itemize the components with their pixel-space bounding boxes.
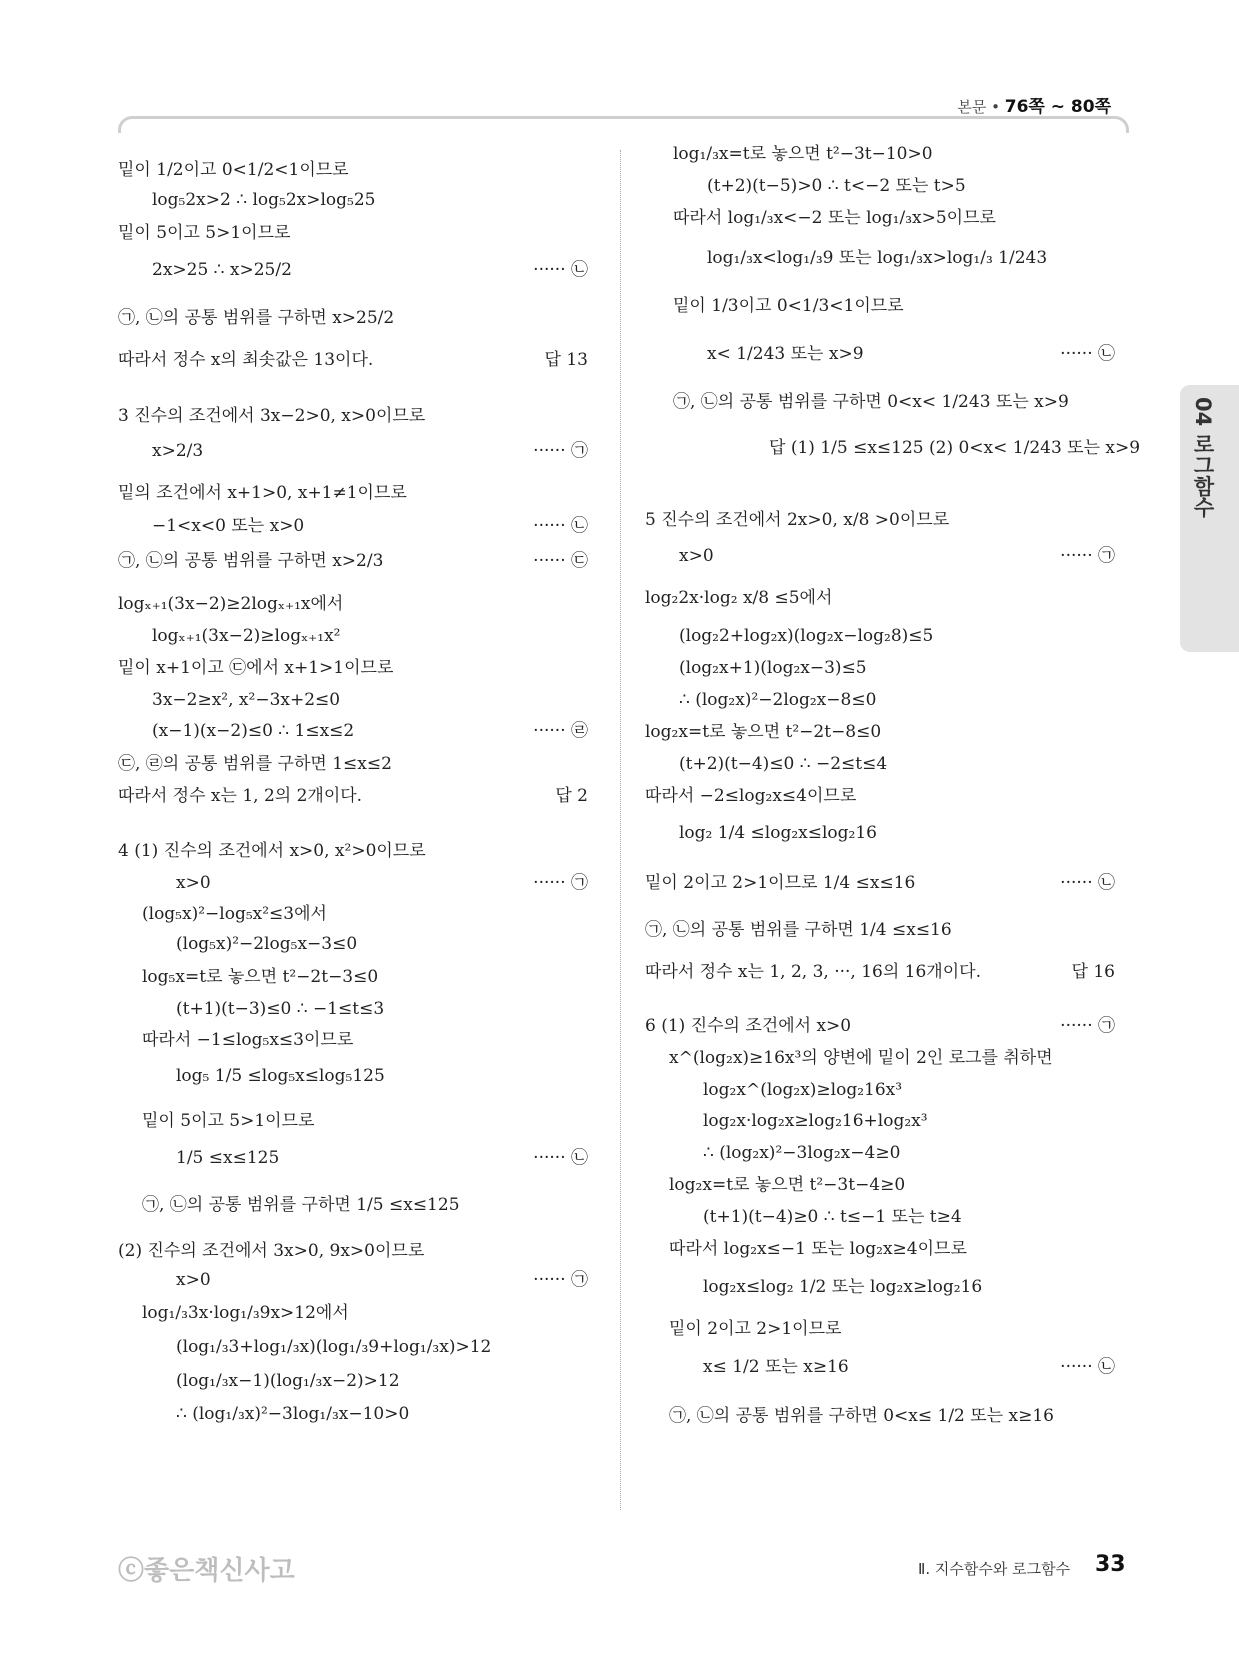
left-line: ㉠, ㉡의 공통 범위를 구하면 1/5 ≤x≤125 — [142, 1195, 460, 1215]
left-line: log₅x=t로 놓으면 t²−2t−3≤0 — [142, 967, 379, 987]
left-line: 3 진수의 조건에서 3x−2>0, x>0이므로 — [118, 406, 426, 426]
publisher-logo: ⓒ좋은책신사고 — [118, 1556, 295, 1586]
left-line: 밑이 5이고 5>1이므로 — [118, 223, 291, 243]
right-line-marker: 답 16 — [1071, 962, 1115, 982]
left-line-marker: 답 2 — [555, 786, 588, 806]
right-line-marker: ······ ㉡ — [1060, 873, 1115, 893]
right-line: log₁/₃x<log₁/₃9 또는 log₁/₃x>log₁/₃ 1/243 — [707, 248, 1048, 268]
left-line-marker: ······ ㉡ — [533, 1148, 588, 1168]
right-line: log₂ 1/4 ≤log₂x≤log₂16 — [679, 823, 877, 843]
left-line: 따라서 정수 x의 최솟값은 13이다. — [118, 350, 374, 370]
right-line: x>0 — [679, 546, 714, 566]
left-line-marker: ······ ㉡ — [533, 260, 588, 280]
right-line-marker: ······ ㉠ — [1060, 546, 1115, 566]
right-line: ∴ (log₂x)²−3log₂x−4≥0 — [703, 1143, 901, 1163]
left-line: ∴ (log₁/₃x)²−3log₁/₃x−10>0 — [176, 1404, 410, 1424]
right-line: log₂2x·log₂ x/8 ≤5에서 — [645, 588, 833, 608]
left-line: 밑의 조건에서 x+1>0, x+1≠1이므로 — [118, 483, 407, 503]
right-line: ㉠, ㉡의 공통 범위를 구하면 0<x≤ 1/2 또는 x≥16 — [669, 1406, 1054, 1426]
left-line: (log₁/₃3+log₁/₃x)(log₁/₃9+log₁/₃x)>12 — [176, 1337, 492, 1357]
left-line: (log₅x)²−2log₅x−3≤0 — [176, 934, 358, 954]
right-line: (t+2)(t−5)>0 ∴ t<−2 또는 t>5 — [707, 176, 966, 196]
left-line: (2) 진수의 조건에서 3x>0, 9x>0이므로 — [118, 1241, 425, 1261]
right-line: ㉠, ㉡의 공통 범위를 구하면 1/4 ≤x≤16 — [645, 920, 952, 940]
left-line: 3x−2≥x², x²−3x+2≤0 — [152, 690, 341, 710]
left-line: 밑이 5이고 5>1이므로 — [142, 1111, 315, 1131]
right-line: ㉠, ㉡의 공통 범위를 구하면 0<x< 1/243 또는 x>9 — [673, 392, 1069, 412]
left-line: logₓ₊₁(3x−2)≥logₓ₊₁x² — [152, 626, 341, 646]
right-line-marker: ······ ㉠ — [1060, 1016, 1115, 1036]
left-line: (log₅x)²−log₅x²≤3에서 — [142, 904, 327, 924]
right-line: 답 (1) 1/5 ≤x≤125 (2) 0<x< 1/243 또는 x>9 — [769, 438, 1141, 458]
left-line-marker: ······ ㉡ — [533, 516, 588, 536]
right-line: 따라서 log₂x≤−1 또는 log₂x≥4이므로 — [669, 1239, 967, 1259]
left-line: 밑이 1/2이고 0<1/2<1이므로 — [118, 160, 349, 180]
right-line: log₂x^(log₂x)≥log₂16x³ — [703, 1080, 903, 1100]
right-line: 6 (1) 진수의 조건에서 x>0 — [645, 1016, 852, 1036]
left-line: 4 (1) 진수의 조건에서 x>0, x²>0이므로 — [118, 841, 426, 861]
header-pages: 76쪽 ~ 80쪽 — [1004, 97, 1111, 117]
bullet-icon: • — [991, 98, 1000, 116]
right-line: log₂x≤log₂ 1/2 또는 log₂x≥log₂16 — [703, 1277, 983, 1297]
header-rule — [118, 116, 1129, 133]
right-line-marker: ······ ㉡ — [1060, 344, 1115, 364]
right-column — [645, 144, 1141, 1510]
right-line: log₂x=t로 놓으면 t²−3t−4≥0 — [669, 1175, 906, 1195]
right-line: 밑이 2이고 2>1이므로 — [669, 1319, 842, 1339]
left-line-marker: ······ ㉢ — [533, 551, 588, 571]
left-line-marker: ······ ㉠ — [533, 873, 588, 893]
left-line: log₁/₃3x·log₁/₃9x>12에서 — [142, 1303, 349, 1323]
header-section: 본문 — [957, 98, 987, 116]
right-line: (t+2)(t−4)≤0 ∴ −2≤t≤4 — [679, 754, 888, 774]
left-line: −1<x<0 또는 x>0 — [152, 516, 305, 536]
left-line: 1/5 ≤x≤125 — [176, 1148, 280, 1168]
left-line: ㉠, ㉡의 공통 범위를 구하면 x>25/2 — [118, 308, 395, 328]
page-header — [957, 92, 1111, 117]
right-line: log₁/₃x=t로 놓으면 t²−3t−10>0 — [673, 144, 933, 164]
left-line-marker: ······ ㉣ — [533, 721, 588, 741]
right-line: 5 진수의 조건에서 2x>0, x/8 >0이므로 — [645, 510, 950, 530]
left-line: 따라서 정수 x는 1, 2의 2개이다. — [118, 786, 363, 806]
left-line: x>0 — [176, 1270, 211, 1290]
footer-chapter: Ⅱ. 지수함수와 로그함수 — [918, 1560, 1071, 1578]
right-line-marker: ······ ㉡ — [1060, 1357, 1115, 1377]
chapter-side-tab — [1180, 385, 1239, 652]
right-line: 따라서 정수 x는 1, 2, 3, ···, 16의 16개이다. — [645, 962, 981, 982]
right-line: x< 1/243 또는 x>9 — [707, 344, 864, 364]
right-line: 밑이 2이고 2>1이므로 1/4 ≤x≤16 — [645, 873, 916, 893]
right-line: 따라서 log₁/₃x<−2 또는 log₁/₃x>5이므로 — [673, 208, 996, 228]
left-line: x>2/3 — [152, 441, 204, 461]
right-line: 따라서 −2≤log₂x≤4이므로 — [645, 786, 857, 806]
left-line: (x−1)(x−2)≤0 ∴ 1≤x≤2 — [152, 721, 355, 741]
left-line: logₓ₊₁(3x−2)≥2logₓ₊₁x에서 — [118, 594, 344, 614]
left-line: 밑이 x+1이고 ㉢에서 x+1>1이므로 — [118, 658, 394, 678]
right-line: 밑이 1/3이고 0<1/3<1이므로 — [673, 296, 904, 316]
left-line: x>0 — [176, 873, 211, 893]
right-line: log₂x·log₂x≥log₂16+log₂x³ — [703, 1111, 928, 1131]
left-line: (log₁/₃x−1)(log₁/₃x−2)>12 — [176, 1371, 400, 1391]
right-line: ∴ (log₂x)²−2log₂x−8≤0 — [679, 690, 877, 710]
left-column — [118, 150, 596, 1510]
right-line: x≤ 1/2 또는 x≥16 — [703, 1357, 849, 1377]
right-line: (log₂x+1)(log₂x−3)≤5 — [679, 658, 867, 678]
left-line: ㉢, ㉣의 공통 범위를 구하면 1≤x≤2 — [118, 754, 392, 774]
left-line: log₅2x>2 ∴ log₅2x>log₅25 — [152, 190, 376, 210]
right-line: (log₂2+log₂x)(log₂x−log₂8)≤5 — [679, 626, 934, 646]
column-divider — [620, 150, 621, 1510]
side-tab-label: 04 로그함수 — [1191, 397, 1215, 518]
right-line: (t+1)(t−4)≥0 ∴ t≤−1 또는 t≥4 — [703, 1207, 962, 1227]
left-line-marker: ······ ㉠ — [533, 1270, 588, 1290]
left-line-marker: 답 13 — [544, 350, 588, 370]
left-line-marker: ······ ㉠ — [533, 441, 588, 461]
right-line: x^(log₂x)≥16x³의 양변에 밑이 2인 로그를 취하면 — [669, 1048, 1053, 1068]
left-line: ㉠, ㉡의 공통 범위를 구하면 x>2/3 — [118, 551, 384, 571]
left-line: log₅ 1/5 ≤log₅x≤log₅125 — [176, 1066, 385, 1086]
left-line: 2x>25 ∴ x>25/2 — [152, 260, 292, 280]
left-line: 따라서 −1≤log₅x≤3이므로 — [142, 1030, 354, 1050]
right-line: log₂x=t로 놓으면 t²−2t−8≤0 — [645, 722, 882, 742]
page-number: 33 — [1095, 1552, 1126, 1577]
left-line: (t+1)(t−3)≤0 ∴ −1≤t≤3 — [176, 999, 385, 1019]
